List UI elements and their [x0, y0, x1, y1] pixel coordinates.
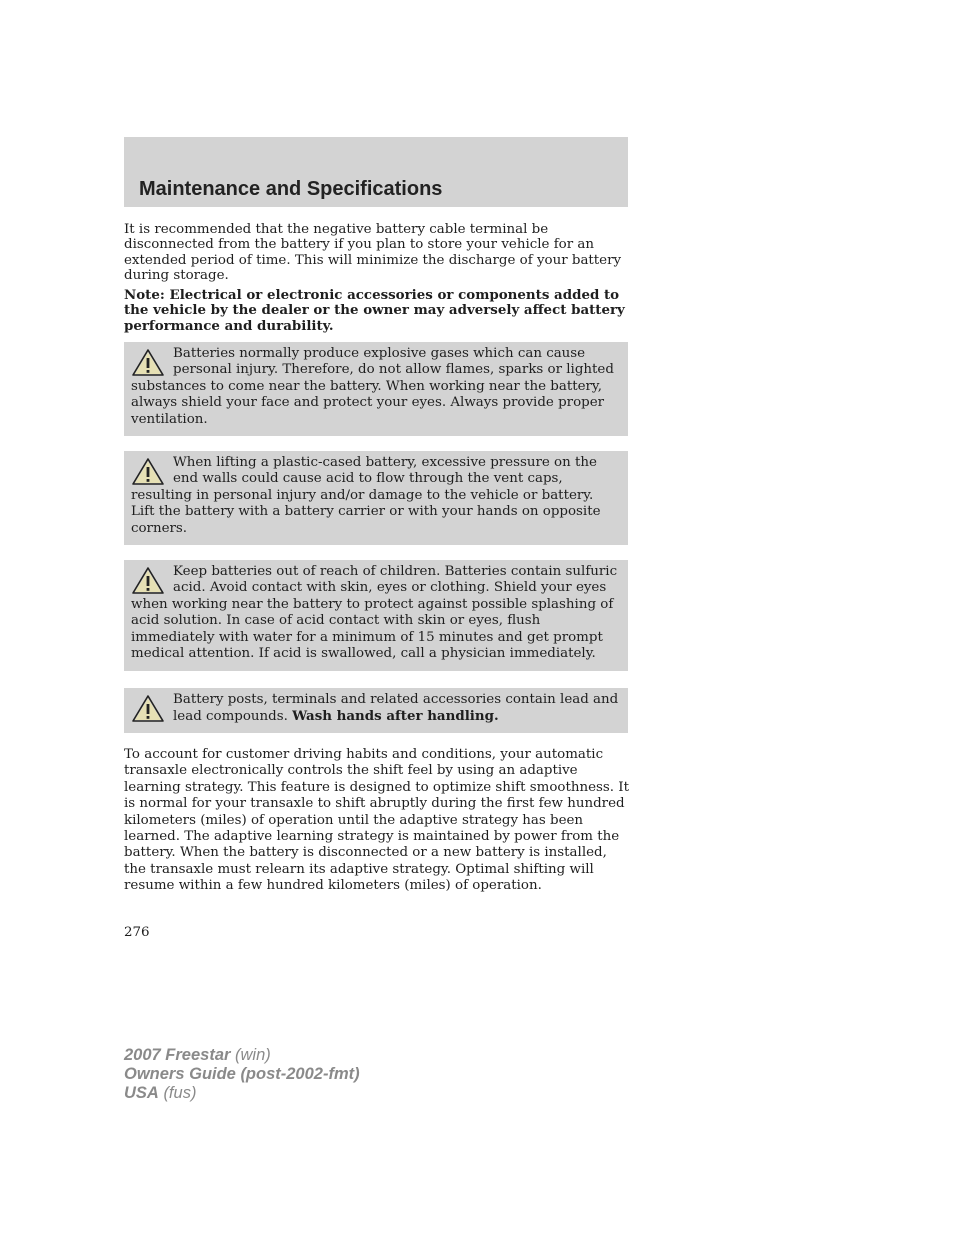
warning-text: Batteries normally produce explosive gases which can cause personal injury. Therefore, do not allow flames, sparks or lighted substances to come near the battery. When working near the battery, always shield your face and protect your eyes. Always provide proper ventilation.	[131, 346, 614, 427]
footer-market-code: (fus)	[163, 1084, 197, 1102]
warning-triangle-icon	[131, 566, 165, 596]
transaxle-paragraph: To account for customer driving habits and conditions, your automatic transaxle electronically controls the shift feel by using an adaptive learning strategy. This feature is designed to optimize shift smoothness. It is normal for your transaxle to shift abruptly during the first few hundred kilometers (miles) of operation until the adaptive strategy has been learned. The adaptive learning strategy is maintained by power from the battery. When the battery is disconnected or a new battery is installed, the transaxle must relearn its adaptive strategy. Optimal shifting will resume within a few hundred kilometers (miles) of operation.	[124, 747, 629, 894]
footer-model: 2007 Freestar	[124, 1046, 231, 1064]
note-paragraph: Note: Electrical or electronic accessories or components added to the vehicle by the dealer or the owner may adversely affect battery performance and durability.	[124, 287, 625, 334]
footer-line-1	[124, 1046, 360, 1065]
warning-box	[124, 342, 628, 436]
warning-triangle-icon	[131, 348, 165, 378]
footer	[124, 1046, 360, 1103]
warning-text: Keep batteries out of reach of children. Batteries contain sulfuric acid. Avoid contact with skin, eyes or clothing. Shield your eyes when working near the battery to protect against possible splashing of acid solution. In case of acid contact with skin or eyes, flush immediately with water for a minimum of 15 minutes and get prompt medical attention. If acid is swallowed, call a physician immediately.	[131, 564, 618, 662]
warning-text	[131, 692, 621, 726]
section-title: Maintenance and Specifications	[139, 178, 443, 200]
page-number: 276	[124, 925, 150, 940]
warning-box	[124, 688, 628, 733]
section-header	[124, 137, 628, 207]
warning-text-bold: Wash hands after handling.	[292, 708, 499, 725]
footer-line-2	[124, 1065, 360, 1084]
footer-model-code: (win)	[235, 1046, 271, 1064]
warning-triangle-icon	[131, 694, 165, 724]
footer-market: USA	[124, 1084, 159, 1102]
warning-triangle-icon	[131, 457, 165, 487]
intro-paragraph: It is recommended that the negative battery cable terminal be disconnected from the battery if you plan to store your vehicle for an extended period of time. This will minimize the discharge of your battery during storage.	[124, 222, 622, 283]
warning-text: When lifting a plastic-cased battery, excessive pressure on the end walls could cause acid to flow through the vent caps, resulting in personal injury and/or damage to the vehicle or battery. Lift the battery with a battery carrier or with your hands on opposite corners.	[131, 455, 601, 536]
warning-text-plain: Battery posts, terminals and related accessories contain lead and lead compounds.	[173, 692, 619, 725]
warning-box	[124, 560, 628, 671]
footer-line-3	[124, 1084, 360, 1103]
footer-guide: Owners Guide (post-2002-fmt)	[124, 1065, 360, 1083]
warning-box	[124, 451, 628, 545]
